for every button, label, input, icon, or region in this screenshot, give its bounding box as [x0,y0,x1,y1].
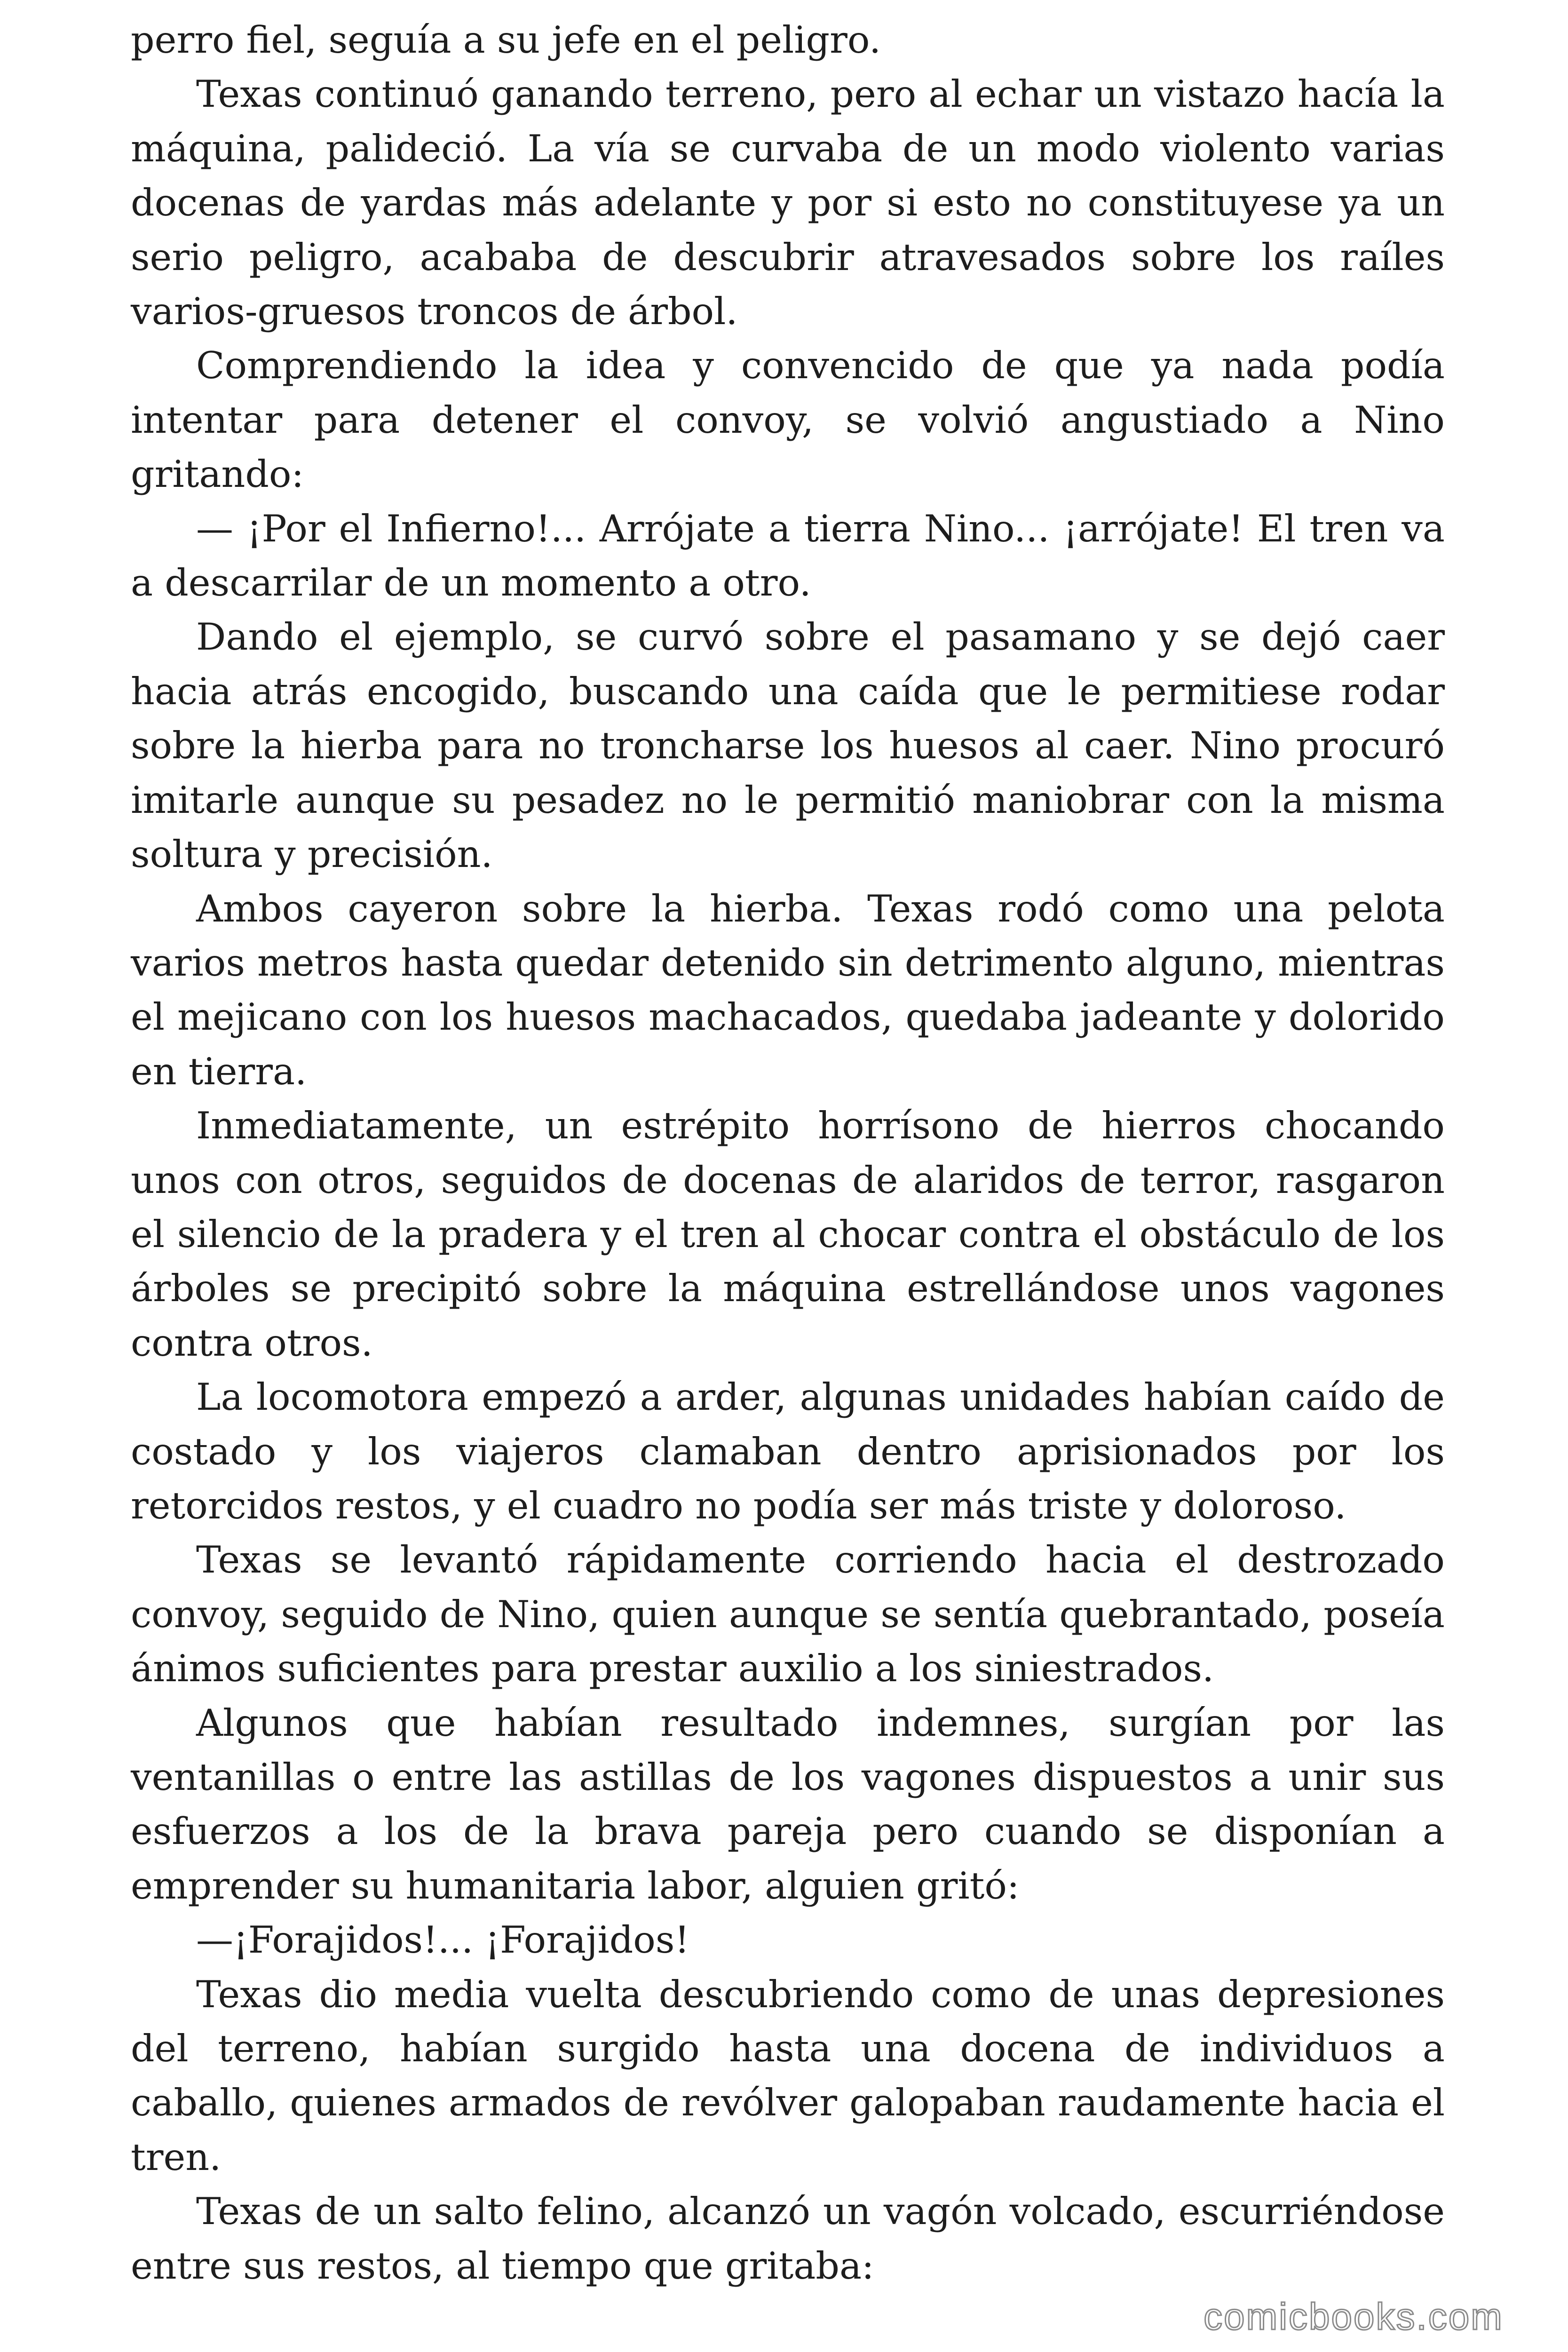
watermark-text: comicbooks.com [1204,2296,1504,2337]
dialogue-paragraph: — ¡Por el Infierno!... Arrójate a tierra Nino... ¡arrójate! El tren va a descarrilar de un momento a otro. [131,507,1445,605]
paragraph: La locomotora empezó a arder, algunas unidades habían caído de costado y los viajeros clamaban dentro aprisionados por los retorcidos restos, y el cuadro no podía ser más triste y doloroso. [131,1375,1445,1527]
paragraph: Texas se levantó rápidamente corriendo hacia el destrozado convoy, seguido de Nino, quien aunque se sentía quebrantado, poseía ánimos suficientes para prestar auxilio a los siniestrados. [131,1538,1445,1691]
watermark-logo [1165,2295,1542,2342]
book-page [131,13,1445,2293]
paragraph: Texas dio media vuelta descubriendo como de unas depresiones del terreno, habían surgido hasta una docena de individuos a caballo, quienes armados de revólver galopaban raudamente hacia el tren. [131,1972,1445,2179]
dialogue-paragraph: —¡Forajidos!... ¡Forajidos! [196,1918,690,1962]
watermark [1165,2295,1542,2342]
paragraph: Texas de un salto felino, alcanzó un vagón volcado, escurriéndose entre sus restos, al tiempo que gritaba: [131,2190,1445,2288]
paragraph: Texas continuó ganando terreno, pero al echar un vistazo hacía la máquina, palideció. La vía se curvaba de un modo violento varias docenas de yardas más adelante y por si esto no constituyese ya un serio peligro, acababa de descubrir atravesados sobre los raíles varios-gruesos troncos de árbol. [131,72,1445,334]
paragraph: Ambos cayeron sobre la hierba. Texas rodó como una pelota varios metros hasta quedar detenido sin detrimento alguno, mientras el mejicano con los huesos machacados, quedaba jadeante y dolorido en tierra. [131,887,1445,1093]
paragraph: Dando el ejemplo, se curvó sobre el pasamano y se dejó caer hacia atrás encogido, buscando una caída que le permitiese rodar sobre la hierba para no troncharse los huesos al caer. Nino procuró imitarle aunque su pesadez no le permitió maniobrar con la misma soltura y precisión. [131,615,1445,876]
paragraph-continuation: perro fiel, seguía a su jefe en el peligro. [131,18,881,62]
paragraph: Algunos que habían resultado indemnes, surgían por las ventanillas o entre las astillas de los vagones dispuestos a unir sus esfuerzos a los de la brava pareja pero cuando se disponían a emprender su humanitaria labor, alguien gritó: [131,1701,1445,1907]
paragraph: Comprendiendo la idea y convencido de que ya nada podía intentar para detener el convoy, se volvió angustiado a Nino gritando: [131,344,1445,496]
paragraph: Inmediatamente, un estrépito horrísono de hierros chocando unos con otros, seguidos de docenas de alaridos de terror, rasgaron el silencio de la pradera y el tren al chocar contra el obstáculo de los árboles se precipitó sobre la máquina estrellándose unos vagones contra otros. [131,1104,1445,1365]
